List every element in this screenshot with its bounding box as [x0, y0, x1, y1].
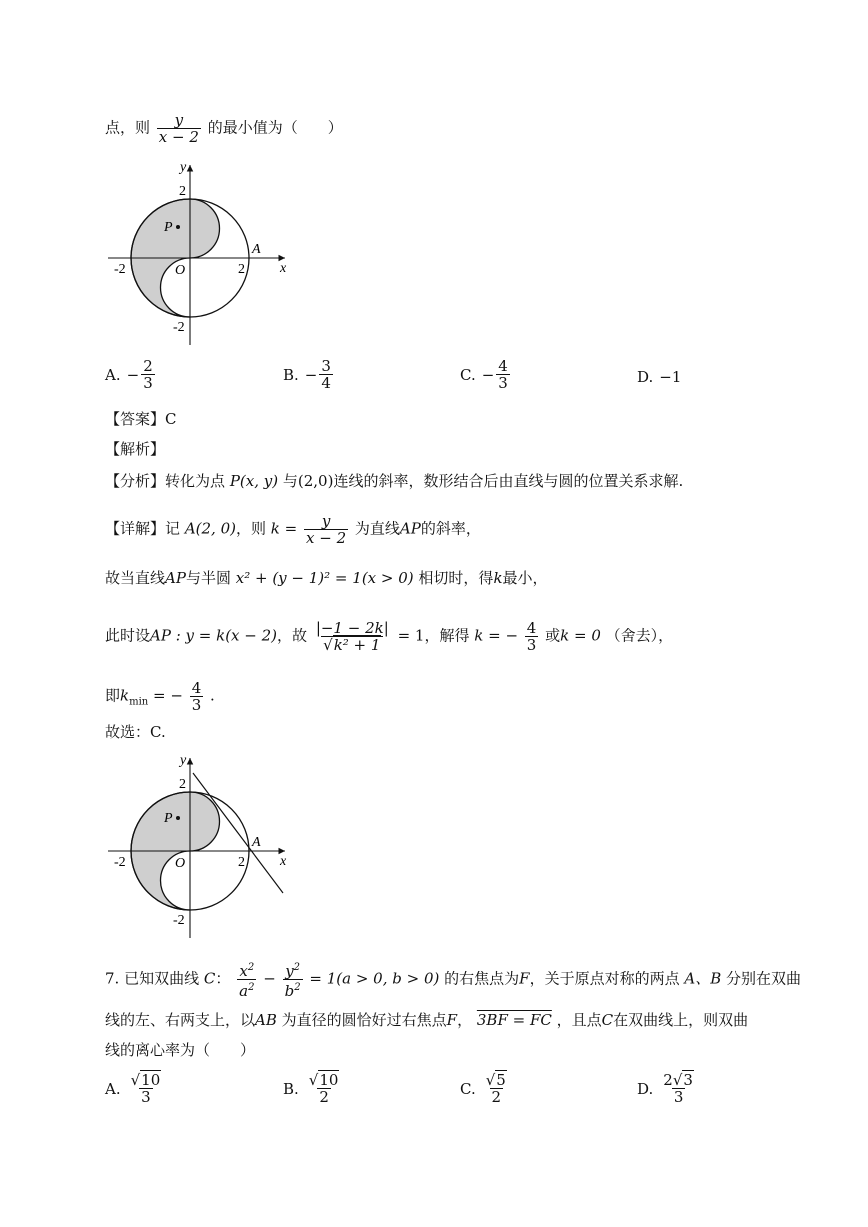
- point-p: [176, 816, 180, 820]
- q6-option-d[interactable]: D. −1: [637, 368, 682, 386]
- label-origin: O: [175, 263, 186, 278]
- q6-option-b[interactable]: B. − $\frac{3}{4}$: [283, 357, 331, 392]
- label-top: 2: [179, 777, 186, 792]
- detail-line-2: 故当直线AP与半圆 x² + (y − 1)² = 1(x > 0) 相切时，得k最小，: [105, 569, 548, 587]
- q7-option-c[interactable]: C. $\frac{√5}{2}$: [460, 1071, 506, 1106]
- q7-option-a[interactable]: A. $\frac{√10}{3}$: [105, 1071, 161, 1106]
- answer-line: 【答案】C: [105, 410, 177, 428]
- label-right: 2: [238, 262, 245, 277]
- label-bottom: -2: [173, 913, 185, 928]
- label-y: y: [180, 160, 187, 175]
- label-a: A: [252, 835, 261, 850]
- label-left: -2: [114, 262, 126, 277]
- label-a: A: [252, 242, 261, 257]
- q7-option-d[interactable]: D. $\frac{2√3}{3}$: [637, 1071, 693, 1106]
- detail-line-3: 此时设AP : y = k(x − 2)，故 $\frac{|-1 - 2k|}{\text{√k² + 1}}$ = 1，解得 k = − $\frac{4}{3}$ 或k = 0 （舍去），: [105, 619, 674, 654]
- choice-line: 故选：C.: [105, 723, 166, 741]
- q7-line-3: 线的离心率为（ ）: [105, 1041, 256, 1059]
- label-origin: O: [175, 856, 186, 871]
- q6-option-a[interactable]: A. − $\frac{2}{3}$: [105, 357, 153, 392]
- fenxi-line: 【分析】转化为点 P(x, y) 与(2,0)连线的斜率，数形结合后由直线与圆的位置关系求解.: [105, 472, 684, 490]
- taiji-figure-1: [100, 155, 300, 350]
- label-x: x: [280, 854, 287, 869]
- label-top: 2: [179, 184, 186, 199]
- taiji-figure-2: [100, 748, 300, 943]
- label-bottom: -2: [173, 320, 185, 335]
- detail-line-4: 即$k_{min}$ = − $\frac{4}{3}$ .: [105, 679, 215, 714]
- label-x: x: [280, 261, 287, 276]
- label-left: -2: [114, 855, 126, 870]
- detail-line-1: 【详解】记 A(2, 0)，则 k = $\frac{y}{x - 2}$ 为直线AP的斜率，: [105, 512, 481, 547]
- q6-option-c[interactable]: C. − $\frac{4}{3}$: [460, 357, 508, 392]
- q7-line-2: 线的左、右两支上，以AB 为直径的圆恰好过右焦点F， 3BF = FC ，且点C在双曲线上，则双曲: [105, 1011, 749, 1029]
- point-p: [176, 225, 180, 229]
- label-y: y: [180, 753, 187, 768]
- q6-stem: 点，则 $\frac{y}{x - 2}$ 的最小值为（ ）: [105, 111, 343, 146]
- q7-option-b[interactable]: B. $\frac{√10}{2}$: [283, 1071, 339, 1106]
- label-right: 2: [238, 855, 245, 870]
- label-p: P: [164, 811, 173, 826]
- analysis-heading: 【解析】: [105, 440, 166, 458]
- label-p: P: [164, 220, 173, 235]
- q7-line-1: 7. 已知双曲线 C： $\frac{x^2}{a^2}$ − $\frac{y^2}{b^2}$ = 1(a > 0, b > 0) 的右焦点为F，关于原点对称的两点 A、B 分别在双曲: [105, 962, 802, 1000]
- stem-fraction: $\frac{y}{x - 2}$: [158, 111, 199, 146]
